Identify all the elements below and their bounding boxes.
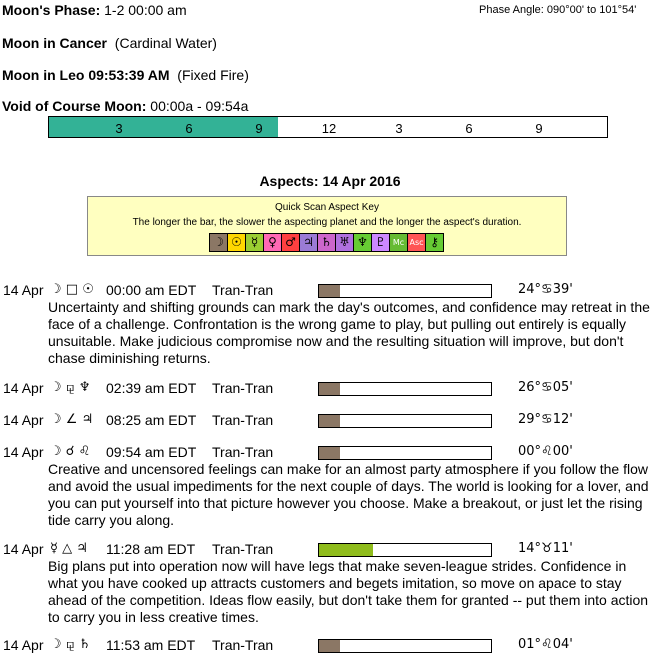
void-value: 00:00a - 09:54a — [150, 98, 249, 114]
aspect-date: 14 Apr — [3, 444, 44, 460]
aspect-kind: Tran-Tran — [212, 380, 274, 396]
aspect-kind: Tran-Tran — [212, 282, 274, 298]
key-glyph-strip — [88, 233, 566, 252]
aspect-position: 00°♌00' — [518, 444, 573, 459]
key-title: Quick Scan Aspect Key — [275, 202, 379, 213]
key-glyph-icon: ♇ — [371, 233, 390, 252]
aspect-date: 14 Apr — [3, 380, 44, 396]
duration-bar-fill — [319, 415, 340, 427]
moons-phase-value: 1-2 00:00 am — [104, 2, 187, 18]
key-glyph-icon: ♀ — [263, 233, 282, 252]
duration-bar — [318, 382, 492, 396]
key-subtitle: The longer the bar, the slower the aspecting planet and the longer the aspect's duration. — [132, 217, 522, 228]
moon-in-leo-value: (Fixed Fire) — [177, 67, 249, 83]
timeline-tick: 3 — [395, 121, 403, 136]
aspect-position: 26°♋05' — [518, 380, 573, 395]
aspect-symbols: ☽ ☌ ♌ — [50, 444, 91, 459]
duration-bar — [318, 639, 492, 653]
aspect-symbols: ☽ ⚼ ♆ — [50, 380, 91, 395]
void-of-course-line — [2, 98, 248, 114]
void-label: Void of Course Moon: — [2, 98, 147, 114]
timeline-tick: 9 — [535, 121, 543, 136]
moon-in-leo-label: Moon in Leo 09:53:39 AM — [2, 67, 170, 83]
aspect-time: 02:39 am EDT — [106, 380, 197, 396]
aspect-date: 14 Apr — [3, 412, 44, 428]
key-glyph-icon: Asc — [407, 233, 426, 252]
key-glyph-icon: ☿ — [245, 233, 264, 252]
timeline-tick: 6 — [465, 121, 473, 136]
aspect-kind: Tran-Tran — [212, 444, 274, 460]
key-glyph-icon: ♄ — [317, 233, 336, 252]
duration-bar-fill — [319, 544, 373, 556]
key-glyph-icon: ⚷ — [425, 233, 444, 252]
timeline-tick: 9 — [255, 121, 263, 136]
aspect-position: 14°♉11' — [518, 541, 573, 556]
timeline-tick: 12 — [321, 121, 337, 136]
aspect-symbols: ☽ ∠ ♃ — [50, 412, 94, 427]
duration-bar-fill — [319, 640, 340, 652]
aspect-kind: Tran-Tran — [212, 541, 274, 557]
aspect-kind: Tran-Tran — [212, 637, 274, 653]
quick-scan-key — [87, 196, 567, 256]
aspect-time: 11:53 am EDT — [106, 637, 196, 653]
aspect-time: 09:54 am EDT — [106, 444, 197, 460]
aspect-symbols: ☽ □ ☉ — [50, 282, 94, 297]
moons-phase-line — [2, 2, 187, 18]
aspects-title: Aspects: 14 Apr 2016 — [259, 173, 401, 189]
aspect-symbols: ☽ ⚼ ♄ — [50, 637, 91, 652]
aspect-date: 14 Apr — [3, 637, 44, 653]
phase-angle: Phase Angle: 090°00' to 101°54' — [479, 4, 637, 16]
duration-bar — [318, 446, 492, 460]
aspect-description: Uncertainty and shifting grounds can mark the day's outcomes, and confidence may retreat in the face of a challenge. Confrontation is the wrong game to play, but pulling out entirely is equally unsuitable. Make judicious compromise now and the resulting situation will improve, but don't chase diminishing returns. — [48, 299, 650, 366]
key-glyph-icon: ♆ — [353, 233, 372, 252]
duration-bar — [318, 414, 492, 428]
aspect-description: Big plans put into operation now will have legs that make seven-league strides. Confidence in what you have cooked up attracts customers and begets imitation, so move on apace to stay ahead of the competition. Ideas flow easily, but don't take them for granted -- put them into action to carry you in less creative times. — [48, 558, 649, 625]
duration-bar-fill — [319, 447, 340, 459]
aspect-position: 24°♋39' — [518, 282, 573, 297]
aspect-time: 08:25 am EDT — [106, 412, 197, 428]
moons-phase-label: Moon's Phase: — [2, 2, 101, 18]
aspect-date: 14 Apr — [3, 541, 44, 557]
timeline-tick: 6 — [185, 121, 193, 136]
key-glyph-icon: ☉ — [227, 233, 246, 252]
timeline-tick: 3 — [115, 121, 123, 136]
void-timeline-fill — [49, 117, 278, 137]
key-glyph-icon: ♅ — [335, 233, 354, 252]
key-glyph-icon: Mc — [389, 233, 408, 252]
aspect-description: Creative and uncensored feelings can make for an almost party atmosphere if you follow the flow and avoid the usual impediments for the next couple of days. The world is looking for a lover, and you can put yourself into that picture however you choose. Make a breakout, or just let the rising tide carry you along. — [48, 461, 649, 528]
aspect-symbols: ☿ △ ♃ — [50, 541, 88, 556]
moon-in-leo-line — [2, 67, 249, 83]
duration-bar — [318, 284, 492, 298]
key-glyph-icon: ♃ — [299, 233, 318, 252]
void-of-course-timeline — [48, 116, 608, 138]
duration-bar-fill — [319, 285, 340, 297]
aspect-time: 00:00 am EDT — [106, 282, 197, 298]
aspect-position: 29°♋12' — [518, 412, 573, 427]
aspect-date: 14 Apr — [3, 282, 44, 298]
key-glyph-icon: ♂ — [281, 233, 300, 252]
moon-in-cancer-value: (Cardinal Water) — [114, 35, 217, 51]
aspect-position: 01°♌04' — [518, 637, 573, 652]
key-glyph-icon: ☽ — [209, 233, 228, 252]
moon-in-cancer-line — [2, 35, 217, 51]
duration-bar — [318, 543, 492, 557]
moon-in-cancer-label: Moon in Cancer — [2, 35, 108, 51]
duration-bar-fill — [319, 383, 340, 395]
aspect-kind: Tran-Tran — [212, 412, 274, 428]
aspect-time: 11:28 am EDT — [106, 541, 196, 557]
